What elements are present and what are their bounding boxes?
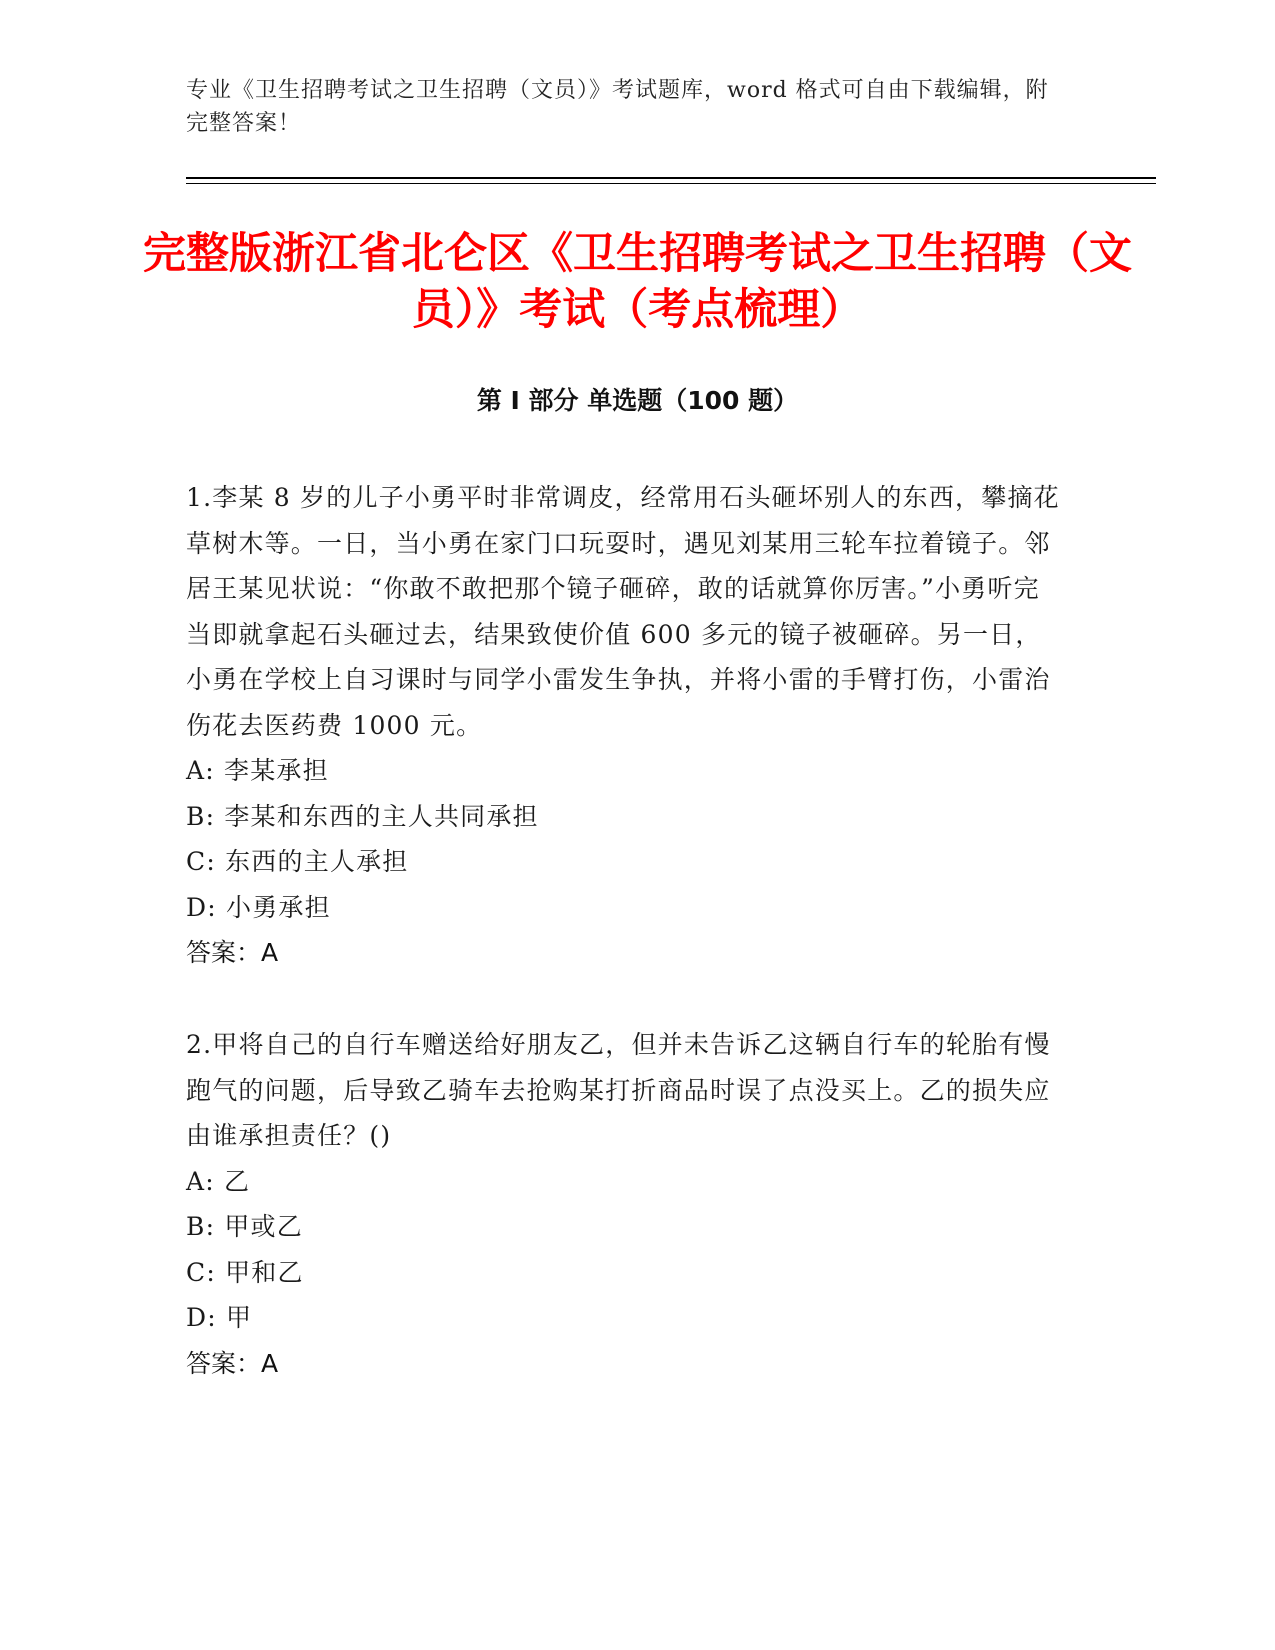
document-title: 完整版浙江省北仑区《卫生招聘考试之卫生招聘（文员）》考试（考点梳理）: [143, 229, 1132, 335]
section-heading: 第 I 部分 单选题（100 题）: [476, 386, 799, 415]
option-b: B: 李某和东西的主人共同承担: [186, 801, 539, 831]
header-note: 专业《卫生招聘考试之卫生招聘（文员）》考试题库，word 格式可自由下载编辑，附完整答案！: [186, 78, 1049, 136]
question-1: [186, 475, 1066, 976]
question-stem: 1.李某 8 岁的儿子小勇平时非常调皮，经常用石头砸坏别人的东西，攀摘花草树木等。一日，当小勇在家门口玩耍时，遇见刘某用三轮车拉着镜子。邻居王某见状说：“你敢不敢把那个镜子砸碎，敢的话就算你厉害。”小勇听完当即就拿起石头砸过去，结果致使价值 600 多元的镜子被砸碎。另一日，小勇在学校上自习课时与同学小雷发生争执，并将小雷的手臂打伤，小雷治伤花去医药费 1000 元。: [186, 483, 1060, 740]
option-c: C: 甲和乙: [186, 1257, 304, 1287]
answer: 答案：A: [186, 1348, 279, 1378]
option-a: A: 乙: [186, 1166, 251, 1196]
option-d: D: 小勇承担: [186, 892, 331, 922]
header-divider-thin: [186, 183, 1156, 184]
option-b: B: 甲或乙: [186, 1212, 303, 1241]
question-2: [186, 1022, 1066, 1386]
header-divider-thick: [186, 177, 1156, 179]
answer: 答案：A: [186, 938, 279, 967]
option-a: A: 李某承担: [186, 756, 329, 785]
option-c: C: 东西的主人承担: [186, 847, 409, 876]
option-d: D: 甲: [186, 1303, 253, 1332]
question-stem: 2.甲将自己的自行车赠送给好朋友乙，但并未告诉乙这辆自行车的轮胎有慢跑气的问题，后导致乙骑车去抢购某打折商品时误了点没买上。乙的损失应由谁承担责任？(): [186, 1030, 1051, 1150]
